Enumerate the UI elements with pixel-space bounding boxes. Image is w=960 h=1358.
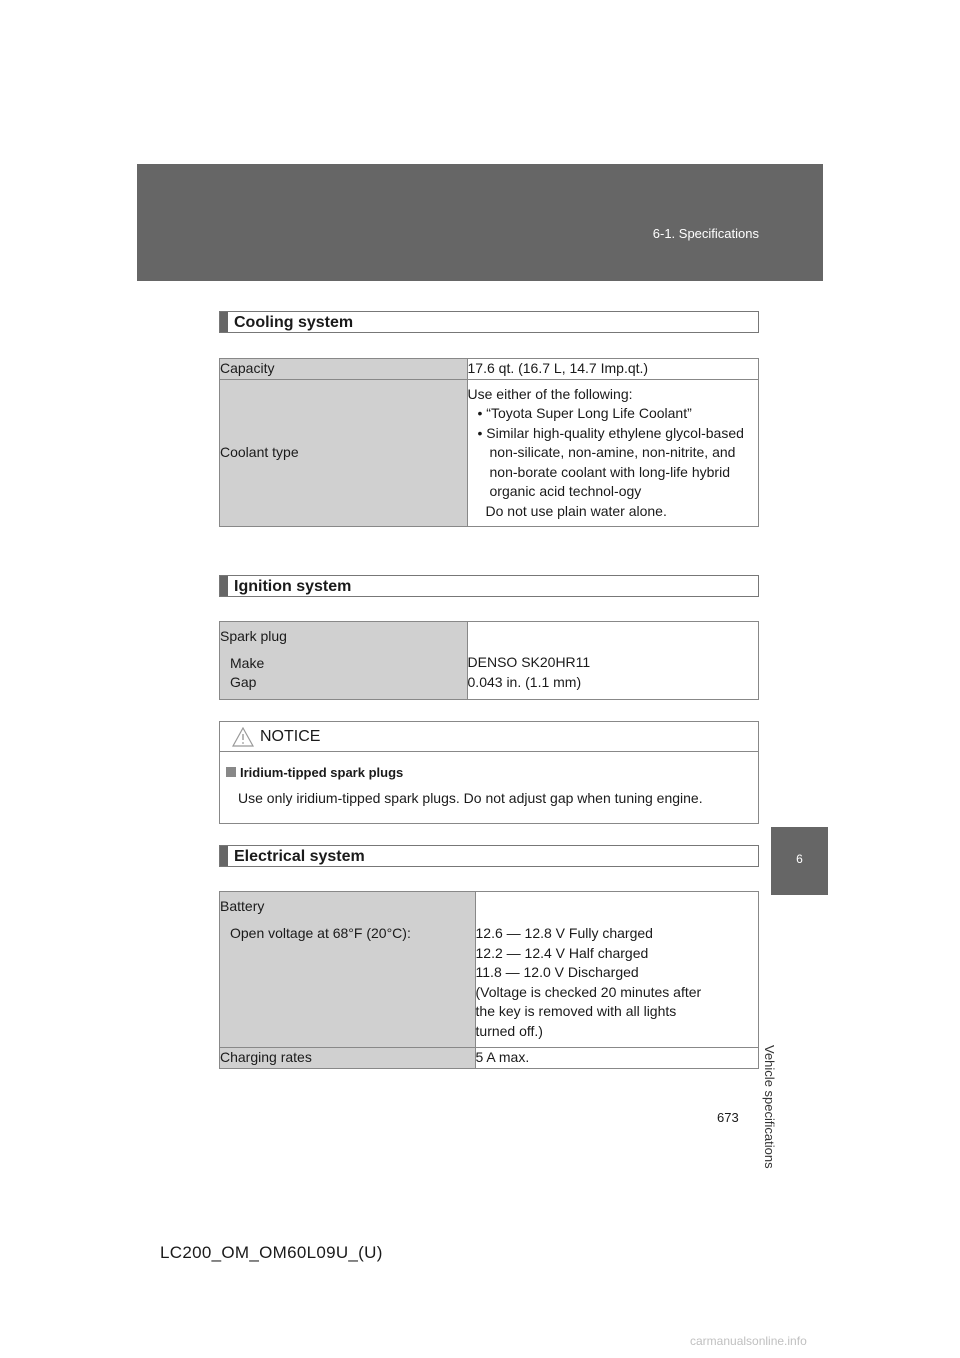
electrical-title-text: Electrical system [234,848,365,865]
header-band [137,164,823,281]
gap-label: Gap [230,674,257,690]
capacity-value: 17.6 qt. (16.7 L, 14.7 Imp.qt.) [467,359,758,380]
watermark: carmanualsonline.info [690,1334,807,1348]
table-row [220,622,759,700]
chapter-tab[interactable] [771,827,828,895]
title-bar [220,576,228,596]
gap-value: 0.043 in. (1.1 mm) [467,673,582,690]
warning-triangle-icon [232,727,254,747]
cooling-section-title [219,311,759,333]
cooling-table [219,358,759,527]
coolant-option-2: • Similar high-quality ethylene glycol-based non-silicate, non-amine, non-nitrite, and non-borate coolant with long-life hybrid organic acid technol-ogy [477,424,744,499]
chapter-tab-number: 6 [796,852,803,866]
voltage-discharged: 11.8 — 12.0 V Discharged [475,964,639,980]
spark-plug-label: Spark plug [220,628,287,644]
notice-title: NOTICE [260,728,321,745]
coolant-type-value [467,379,758,527]
title-bar [220,312,228,332]
title-bar [220,846,228,866]
notice-item-body: Use only iridium-tipped spark plugs. Do not adjust gap when tuning engine. [238,790,703,806]
capacity-label: Capacity [220,359,468,380]
electrical-section-title [219,845,759,867]
battery-label-cell [220,892,476,1048]
ignition-title-text: Ignition system [234,578,352,595]
table-row [220,359,759,380]
notice-box [219,721,759,824]
open-voltage-label: Open voltage at 68°F (20°C): [230,924,411,941]
cooling-title-text: Cooling system [234,314,354,331]
coolant-type-label: Coolant type [220,379,468,527]
table-row [220,1048,759,1069]
bullet-square-icon [226,767,236,777]
voltage-half-charged: 12.2 — 12.4 V Half charged [475,944,649,961]
page-number: 673 [717,1110,739,1125]
notice-header [220,722,758,752]
document-code: LC200_OM_OM60L09U_(U) [160,1243,383,1262]
chapter-label: Vehicle specifications [762,1045,777,1169]
coolant-intro: Use either of the following: [467,385,633,402]
spark-plug-label-cell [220,622,468,700]
table-row [220,892,759,1048]
ignition-section-title [219,575,759,597]
notice-item-heading [226,765,403,780]
battery-value-cell [475,892,758,1048]
battery-label: Battery [220,898,265,914]
table-row [220,379,759,527]
coolant-warning: Do not use plain water alone. [485,502,667,519]
voltage-note-line: turned off.) [475,1022,543,1039]
make-value: DENSO SK20HR11 [467,654,591,670]
voltage-note-line: the key is removed with all lights [475,1003,677,1019]
notice-item-title: Iridium-tipped spark plugs [240,765,404,780]
charging-rates-value: 5 A max. [475,1048,758,1069]
ignition-table [219,621,759,700]
spark-plug-value-cell [467,622,758,700]
electrical-table [219,891,759,1069]
make-label: Make [230,654,265,671]
voltage-fully-charged: 12.6 — 12.8 V Fully charged [475,925,653,941]
voltage-note-line: (Voltage is checked 20 minutes after [475,983,702,1000]
coolant-option-1: • “Toyota Super Long Life Coolant” [477,405,692,421]
charging-rates-label: Charging rates [220,1048,476,1069]
section-breadcrumb: 6-1. Specifications [652,226,759,241]
